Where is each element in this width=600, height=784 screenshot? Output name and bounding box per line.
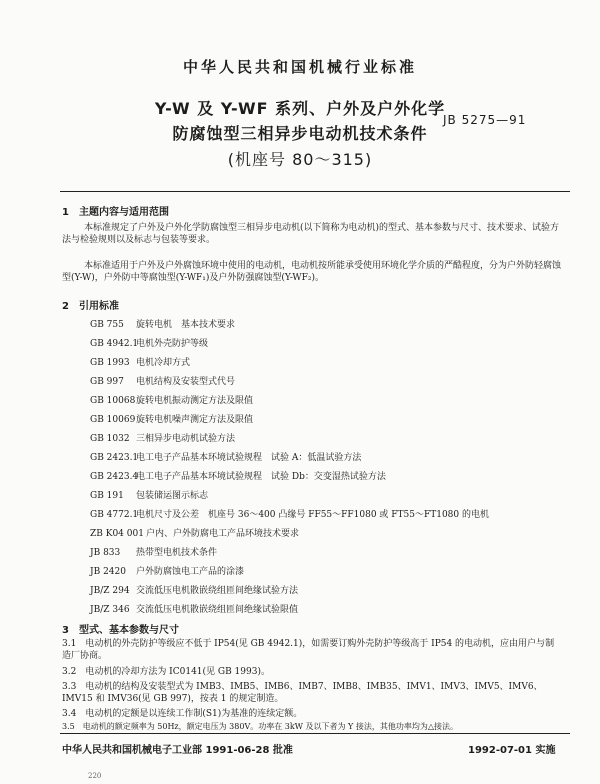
section-2-heading: 2 引用标准 [62, 301, 119, 312]
reference-title: 户内、户外防腐电工产品环境技术要求 [146, 529, 300, 539]
top-rule [60, 191, 570, 192]
reference-title: 户外防腐蚀电工产品的涂漆 [136, 567, 245, 577]
page-number: 220 [88, 772, 102, 780]
reference-code: GB 4942.1 [90, 339, 139, 349]
reference-code: GB 755 [90, 320, 124, 330]
reference-code: GB 2423.1 [90, 453, 139, 463]
clause-3-1: 3.1 电动机的外壳防护等级应不低于 IP54(见 GB 4942.1)，如需要订购外壳防护等级高于 IP54 的电动机，应由用户与制造厂协商。 [62, 639, 555, 661]
reference-item [90, 545, 217, 558]
reference-code: GB 2423.4 [90, 472, 139, 482]
reference-item [90, 412, 253, 425]
reference-title: 热带型电机技术条件 [136, 548, 218, 558]
reference-item [90, 355, 190, 368]
reference-item [90, 374, 235, 387]
approval-statement: 中华人民共和国机械电子工业部 1991-06-28 批准 [62, 745, 293, 756]
header-organization: 中华人民共和国机械行业标准 [182, 58, 417, 76]
title-line-3: (机座号 80～315) [227, 150, 373, 169]
reference-title: 电工电子产品基本环境试验规程 试验 A：低温试验方法 [136, 453, 362, 463]
standard-number: JB 5275—91 [443, 113, 527, 127]
reference-title: 电机结构及安装型式代号 [136, 377, 236, 387]
reference-code: JB/Z 346 [90, 605, 130, 615]
reference-title: 电机外壳防护等级 [136, 339, 209, 349]
reference-title: 交流低压电机散嵌绕组匝间绝缘试验限值 [136, 605, 299, 615]
reference-code: GB 1993 [90, 358, 130, 368]
section-3-heading: 3 型式、基本参数与尺寸 [62, 625, 179, 636]
reference-title: 电机尺寸及公差 机座号 36～400 凸缘号 FF55～FF1080 或 FT55～FT1080 的电机 [136, 510, 489, 520]
clause-3-5: 3.5 电动机的额定频率为 50Hz，额定电压为 380V。功率在 3kW 及以下者为 Y 接法，其他功率均为△接法。 [62, 722, 458, 731]
reference-code: JB 833 [90, 548, 121, 558]
title-line-2: 防腐蚀型三相异步电动机技术条件 [172, 124, 428, 143]
reference-code: GB 10068 [90, 396, 136, 406]
section-1-heading: 1 主题内容与适用范围 [62, 207, 169, 218]
reference-code: GB 10069 [90, 415, 136, 425]
reference-title: 旋转电机 基本技术要求 [136, 320, 236, 330]
reference-title: 旋转电机噪声测定方法及限值 [136, 415, 254, 425]
reference-item [90, 469, 386, 482]
reference-item [90, 602, 298, 615]
reference-code: GB 191 [90, 491, 124, 501]
reference-code: GB 4772.1 [90, 510, 139, 520]
reference-item [90, 393, 253, 406]
reference-code: JB/Z 294 [90, 586, 130, 596]
reference-title: 旋转电机振动测定方法及限值 [136, 396, 254, 406]
clause-3-2: 3.2 电动机的冷却方法为 IC0141(见 GB 1993)。 [62, 667, 270, 677]
reference-item [90, 507, 489, 520]
reference-item [90, 526, 299, 539]
bottom-rule [60, 733, 570, 734]
reference-title: 电机冷却方式 [136, 358, 191, 368]
reference-title: 三相异步电动机试验方法 [136, 434, 236, 444]
reference-item [90, 488, 208, 501]
reference-item [90, 431, 235, 444]
section-1-paragraph-1: 本标准规定了户外及户外化学防腐蚀型三相异步电动机(以下简称为电动机)的型式、基本参数与尺寸、技术要求、试验方法与检验规则以及标志与包装等要求。 [62, 223, 560, 245]
section-1-paragraph-2: 本标准适用于户外及户外腐蚀环境中使用的电动机，电动机按所能承受使用环境化学介质的严酷程度，分为户外防轻腐蚀型(Y-W)，户外防中等腐蚀型(Y-WF₁)及户外防强腐蚀型(Y-WF₂)。 [62, 261, 562, 283]
reference-code: JB 2420 [90, 567, 126, 577]
reference-title: 交流低压电机散嵌绕组匝间绝缘试验方法 [136, 586, 299, 596]
title-line-1: Y-W 及 Y-WF 系列、户外及户外化学 [154, 99, 446, 118]
reference-item [90, 336, 208, 349]
reference-item [90, 564, 244, 577]
reference-code: GB 1032 [90, 434, 130, 444]
reference-item [90, 317, 235, 330]
reference-item [90, 583, 298, 596]
implementation-date: 1992-07-01 实施 [468, 745, 556, 756]
reference-title: 包装储运图示标志 [136, 491, 209, 501]
reference-item [90, 450, 361, 463]
reference-title: 电工电子产品基本环境试验规程 试验 Db：交变湿热试验方法 [136, 472, 386, 482]
clause-3-4: 3.4 电动机的定额是以连续工作制(S1)为基准的连续定额。 [62, 709, 303, 719]
reference-code: ZB K04 001 [90, 529, 144, 539]
clause-3-3: 3.3 电动机的结构及安装型式为 IMB3、IMB5、IMB6、IMB7、IMB8、IMB35、IMV1、IMV3、IMV5、IMV6、IMV15 和 IMV36(见 GB 997)，按表 1 的规定制造。 [62, 682, 543, 704]
reference-code: GB 997 [90, 377, 124, 387]
